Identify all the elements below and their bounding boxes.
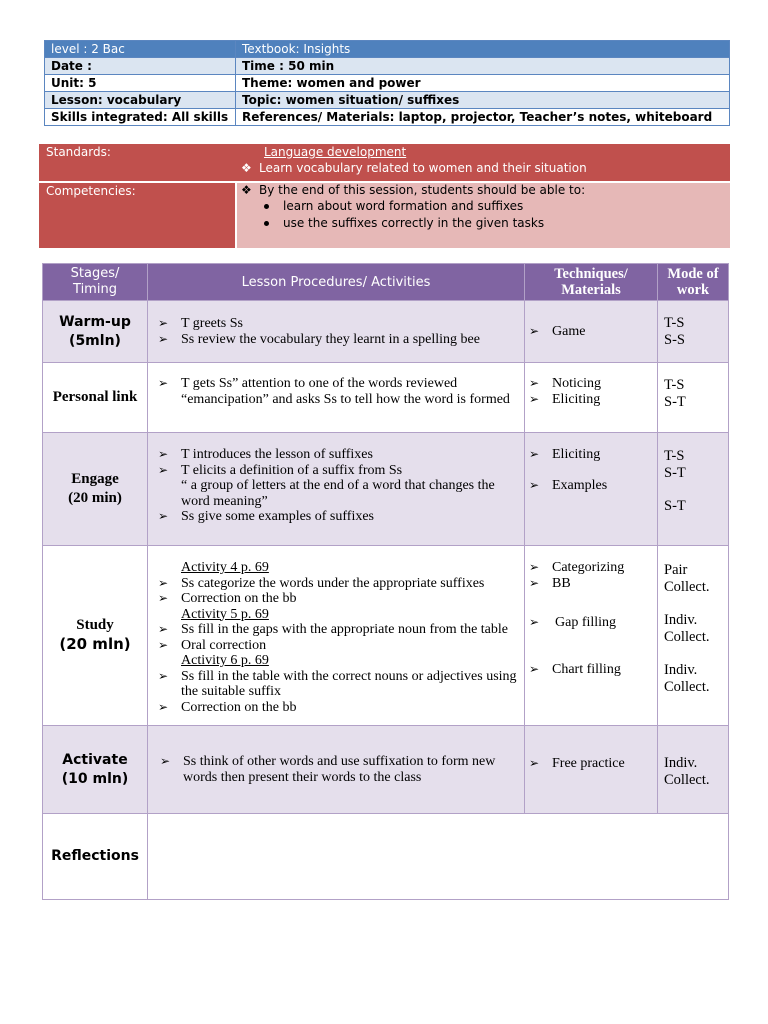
- mode-header-line2: work: [676, 282, 710, 298]
- activity-heading: [158, 560, 518, 576]
- lesson-cell: Lesson: vocabulary: [45, 92, 236, 109]
- mode-item: Indiv.: [664, 755, 698, 771]
- mode-item: Collect.: [664, 579, 710, 595]
- mode-item: Indiv.: [664, 662, 698, 678]
- stage-timing: (10 mln): [61, 770, 129, 787]
- techniques-header-line2: Materials: [561, 282, 621, 298]
- topic-cell: Topic: women situation/ suffixes: [236, 92, 730, 109]
- round-bullet-icon: [264, 221, 269, 226]
- technique-item: ➢ Chart filling: [529, 662, 653, 678]
- technique-item: ➢ Gap filling: [529, 615, 653, 631]
- procedure-item: ➢ T gets Ss” attention to one of the words reviewed “emancipation” and asks Ss to tell how the word is formed: [158, 376, 518, 407]
- stage-cell: [43, 546, 148, 726]
- info-row-unit: [45, 75, 730, 92]
- time-cell: Time : 50 min: [236, 58, 730, 75]
- mode-cell: [658, 301, 729, 363]
- technique-item: ➢ Categorizing: [529, 560, 653, 576]
- techniques-header: [525, 264, 658, 301]
- technique-item: ➢ BB: [529, 576, 653, 592]
- table-row-reflections: [43, 814, 729, 900]
- procedures-cell: [148, 726, 525, 814]
- info-row-level: [45, 41, 730, 58]
- mode-cell: [658, 726, 729, 814]
- procedure-item: ➢ Ss give some examples of suffixes: [158, 509, 518, 525]
- standards-heading: Language development: [264, 145, 407, 159]
- mode-item: S-T: [664, 465, 686, 481]
- mode-item: S-S: [664, 331, 685, 348]
- procedure-item: ➢ T introduces the lesson of suffixes: [158, 447, 518, 463]
- technique-item: ➢ Eliciting: [529, 447, 653, 463]
- technique-item: ➢ Game: [529, 324, 653, 340]
- stage-cell: [43, 363, 148, 433]
- techniques-cell: [525, 546, 658, 726]
- activity-heading-text: Activity 6 p. 69: [181, 653, 269, 668]
- mode-item: T-S: [664, 448, 685, 464]
- info-row-lesson: [45, 92, 730, 109]
- level-cell: level : 2 Bac: [45, 41, 236, 58]
- table-row-warm-up: [43, 301, 729, 363]
- mode-item: Collect.: [664, 629, 710, 645]
- standards-block: [39, 144, 730, 248]
- round-bullet-icon: [264, 204, 269, 209]
- stage-cell: [43, 814, 148, 900]
- procedure-item: ➢ Ss review the vocabulary they learnt in a spelling bee: [158, 332, 518, 348]
- procedure-item: ➢ Ss think of other words and use suffixation to form new words then present their words to the class: [160, 754, 518, 785]
- stage-name: Study: [76, 617, 114, 633]
- techniques-header-line1: Techniques/: [554, 266, 628, 282]
- technique-item: ➢ Noticing: [529, 376, 653, 392]
- stage-name: Engage: [71, 471, 119, 487]
- table-row-study: [43, 546, 729, 726]
- lesson-info-table: [44, 40, 730, 126]
- competencies-intro: [241, 183, 585, 197]
- competencies-content-cell: [237, 183, 730, 248]
- procedure-item: “ a group of letters at the end of a word that changes the word meaning”: [181, 478, 495, 509]
- standards-bullet-text: Learn vocabulary related to women and their situation: [259, 161, 587, 175]
- mode-item: S-T: [664, 498, 686, 514]
- stage-name: Personal link: [52, 389, 138, 405]
- activity-heading-text: Activity 4 p. 69: [181, 560, 269, 575]
- mode-cell: [658, 546, 729, 726]
- procedures-cell: [148, 546, 525, 726]
- stage-name: Warm-up: [59, 313, 131, 330]
- techniques-cell: [525, 726, 658, 814]
- procedure-item: ➢ T greets Ss: [158, 316, 518, 332]
- mode-header-line1: Mode of: [667, 266, 719, 282]
- table-row-activate: [43, 726, 729, 814]
- info-row-date: [45, 58, 730, 75]
- techniques-cell: [525, 363, 658, 433]
- diamond-bullet-icon: ❖: [241, 183, 252, 197]
- techniques-cell: [525, 433, 658, 546]
- mode-item: Pair: [664, 562, 688, 578]
- standards-content-cell: [235, 144, 730, 181]
- standards-label-cell: [39, 144, 235, 181]
- references-cell: References/ Materials: laptop, projector, Teacher’s notes, whiteboard: [236, 109, 730, 126]
- mode-item: Collect.: [664, 679, 710, 695]
- mode-cell: [658, 433, 729, 546]
- activity-heading: [158, 653, 518, 669]
- stages-header-line1: Stages/: [70, 266, 120, 281]
- procedure-item: ➢ Ss fill in the table with the correct nouns or adjectives using the suitable suffix: [158, 669, 518, 700]
- standards-label: Standards:: [46, 145, 111, 159]
- techniques-cell: [525, 301, 658, 363]
- textbook-cell: Textbook: Insights: [236, 41, 730, 58]
- mode-cell: [658, 363, 729, 433]
- competency-item: [264, 216, 544, 230]
- theme-cell: Theme: women and power: [236, 75, 730, 92]
- mode-item: Collect.: [664, 772, 710, 788]
- table-row-engage: [43, 433, 729, 546]
- activity-heading-text: Activity 5 p. 69: [181, 606, 269, 622]
- competencies-intro-text: By the end of this session, students should be able to:: [259, 183, 586, 197]
- mode-header: [658, 264, 729, 301]
- stage-cell: [43, 301, 148, 363]
- table-row-personal-link: [43, 363, 729, 433]
- skills-cell: Skills integrated: All skills: [45, 109, 236, 126]
- stage-timing: (5mln): [69, 332, 121, 349]
- procedures-header: Lesson Procedures/ Activities: [148, 264, 525, 301]
- mode-item: T-S: [664, 377, 685, 393]
- competencies-label-cell: [39, 183, 235, 248]
- procedure-item: ➢ Oral correction: [158, 638, 518, 654]
- mode-item: Indiv.: [664, 612, 698, 628]
- diamond-bullet-icon: ❖: [241, 161, 252, 175]
- lesson-procedure-table: [42, 263, 729, 900]
- competency-item-text: learn about word formation and suffixes: [283, 199, 524, 213]
- procedure-item: ➢ Correction on the bb: [158, 591, 518, 607]
- technique-item: ➢ Free practice: [529, 756, 653, 772]
- standards-bullet: [241, 161, 587, 175]
- stages-header: [43, 264, 148, 301]
- technique-item: ➢ Examples: [529, 478, 653, 494]
- technique-item: ➢ Eliciting: [529, 392, 653, 408]
- procedure-item: ➢ T elicits a definition of a suffix from Ss: [158, 463, 518, 479]
- reflections-notes-cell: [148, 814, 729, 900]
- stage-timing: (20 min): [68, 490, 122, 506]
- competency-item-text: use the suffixes correctly in the given tasks: [283, 216, 545, 230]
- activity-heading: [158, 607, 518, 623]
- procedures-cell: [148, 363, 525, 433]
- stage-timing: (20 mln): [59, 635, 131, 653]
- date-cell: Date :: [45, 58, 236, 75]
- competencies-label: Competencies:: [46, 184, 136, 198]
- unit-cell: Unit: 5: [45, 75, 236, 92]
- procedure-item: ➢ Ss categorize the words under the appropriate suffixes: [158, 576, 518, 592]
- procedures-cell: [148, 433, 525, 546]
- procedure-item: ➢ Ss fill in the gaps with the appropriate noun from the table: [158, 622, 518, 638]
- mode-item: S-T: [664, 394, 686, 410]
- stage-cell: [43, 433, 148, 546]
- procedure-item: ➢ Correction on the bb: [158, 700, 518, 716]
- info-row-skills: [45, 109, 730, 126]
- table-header-row: [43, 264, 729, 301]
- stage-name: Reflections: [51, 848, 139, 864]
- mode-item: T-S: [664, 314, 685, 331]
- procedures-cell: [148, 301, 525, 363]
- stage-cell: [43, 726, 148, 814]
- stages-header-line2: Timing: [73, 282, 117, 297]
- competency-item: [264, 199, 523, 213]
- stage-name: Activate: [62, 751, 128, 768]
